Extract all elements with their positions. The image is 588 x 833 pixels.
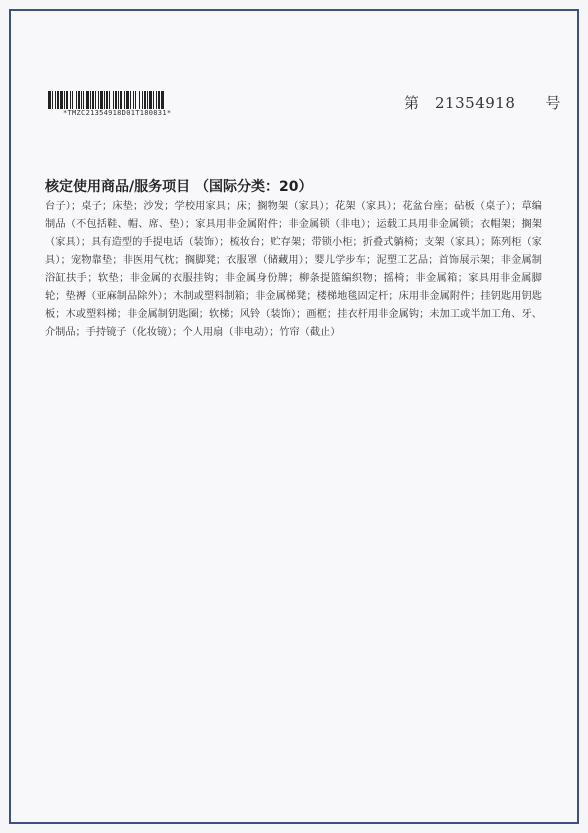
barcode-bar [90,91,91,109]
registration-number: 21354918 [435,94,516,112]
barcode-bar [144,91,146,109]
barcode-bar [100,91,103,109]
page-title: 核定使用商品/服务项目 （国际分类：20） [45,179,313,195]
barcode-code-text: *TMZC21354918D01T180831* [63,109,172,117]
barcode-bar [57,91,59,109]
barcode-bar [156,91,157,109]
barcode-bar [130,91,131,109]
barcode-bar [153,91,154,109]
barcode-bar [113,91,114,109]
barcode-bar [83,91,84,109]
barcode-bar [76,91,77,109]
barcode-bar [142,91,143,109]
barcode-bar [48,91,51,109]
registration-suffix: 号 [545,94,561,112]
barcode-bar [126,91,129,109]
barcode-bar [55,91,56,109]
barcode-bar [78,91,80,109]
goods-services-list: 台子）；桌子；床垫；沙发；学校用家具；床；搁物架（家具）；花架（家具）；花盆台座；砧板（桌子）；草编制品（不包括鞋、帽、席、垫）；家具用非金属附件；非金属锁（非电）；运载工具用非金属锁；衣帽架；搁架（家具）；具有造型的手提电话（装饰）；梳妆台；贮存架；带锁小柜；折叠式躺椅；支架（家具）；陈列柜（家具）；宠物靠垫；非医用气枕；搁脚凳；衣服罩（储藏用）；婴儿学步车；泥塑工艺品；首饰展示架；非金属制浴缸扶手；软垫；非金属的衣服挂钩；非金属身份牌；柳条提篮编织物；摇椅；非金属箱；家具用非金属脚轮；垫褥（亚麻制品除外）；木制或塑料制箱；非金属梯凳；楼梯地毯固定杆；床用非金属附件；挂钥匙用钥匙板；木或塑料梯；非金属制钥匙圈；软梯；风铃（装饰）；画框；挂衣杆用非金属钩；未加工或半加工角、牙、介制品；手持镜子（化妆镜）；个人用扇（非电动）；竹帘（截止） [45,201,542,338]
barcode-bar [120,91,122,109]
barcode-bar [139,91,140,109]
barcode-bar [158,91,160,109]
barcode-bar [98,91,99,109]
barcode-bar [124,91,125,109]
barcode-bar [64,91,65,109]
barcode-bar [106,91,108,109]
barcode-bar [72,91,73,109]
barcode-bar [161,91,164,109]
barcode-bar [66,91,68,109]
registration-number-line [404,92,560,113]
barcode-bar [118,91,119,109]
registration-prefix: 第 [404,94,420,112]
barcode-bar [149,91,152,109]
barcode-bar [115,91,117,109]
barcode-bar [95,91,96,109]
barcode-bar [92,91,94,109]
barcode-bar [70,91,71,109]
barcode-bar [60,91,63,109]
barcode-bar [147,91,148,109]
page-border [9,9,579,824]
barcode-bar [86,91,89,109]
barcode-bar [52,91,53,109]
barcode-bar [133,91,134,109]
barcode-bar [109,91,110,109]
barcode-bar [81,91,82,109]
barcode [48,91,193,109]
barcode-bar [104,91,105,109]
barcode-bar [135,91,136,109]
